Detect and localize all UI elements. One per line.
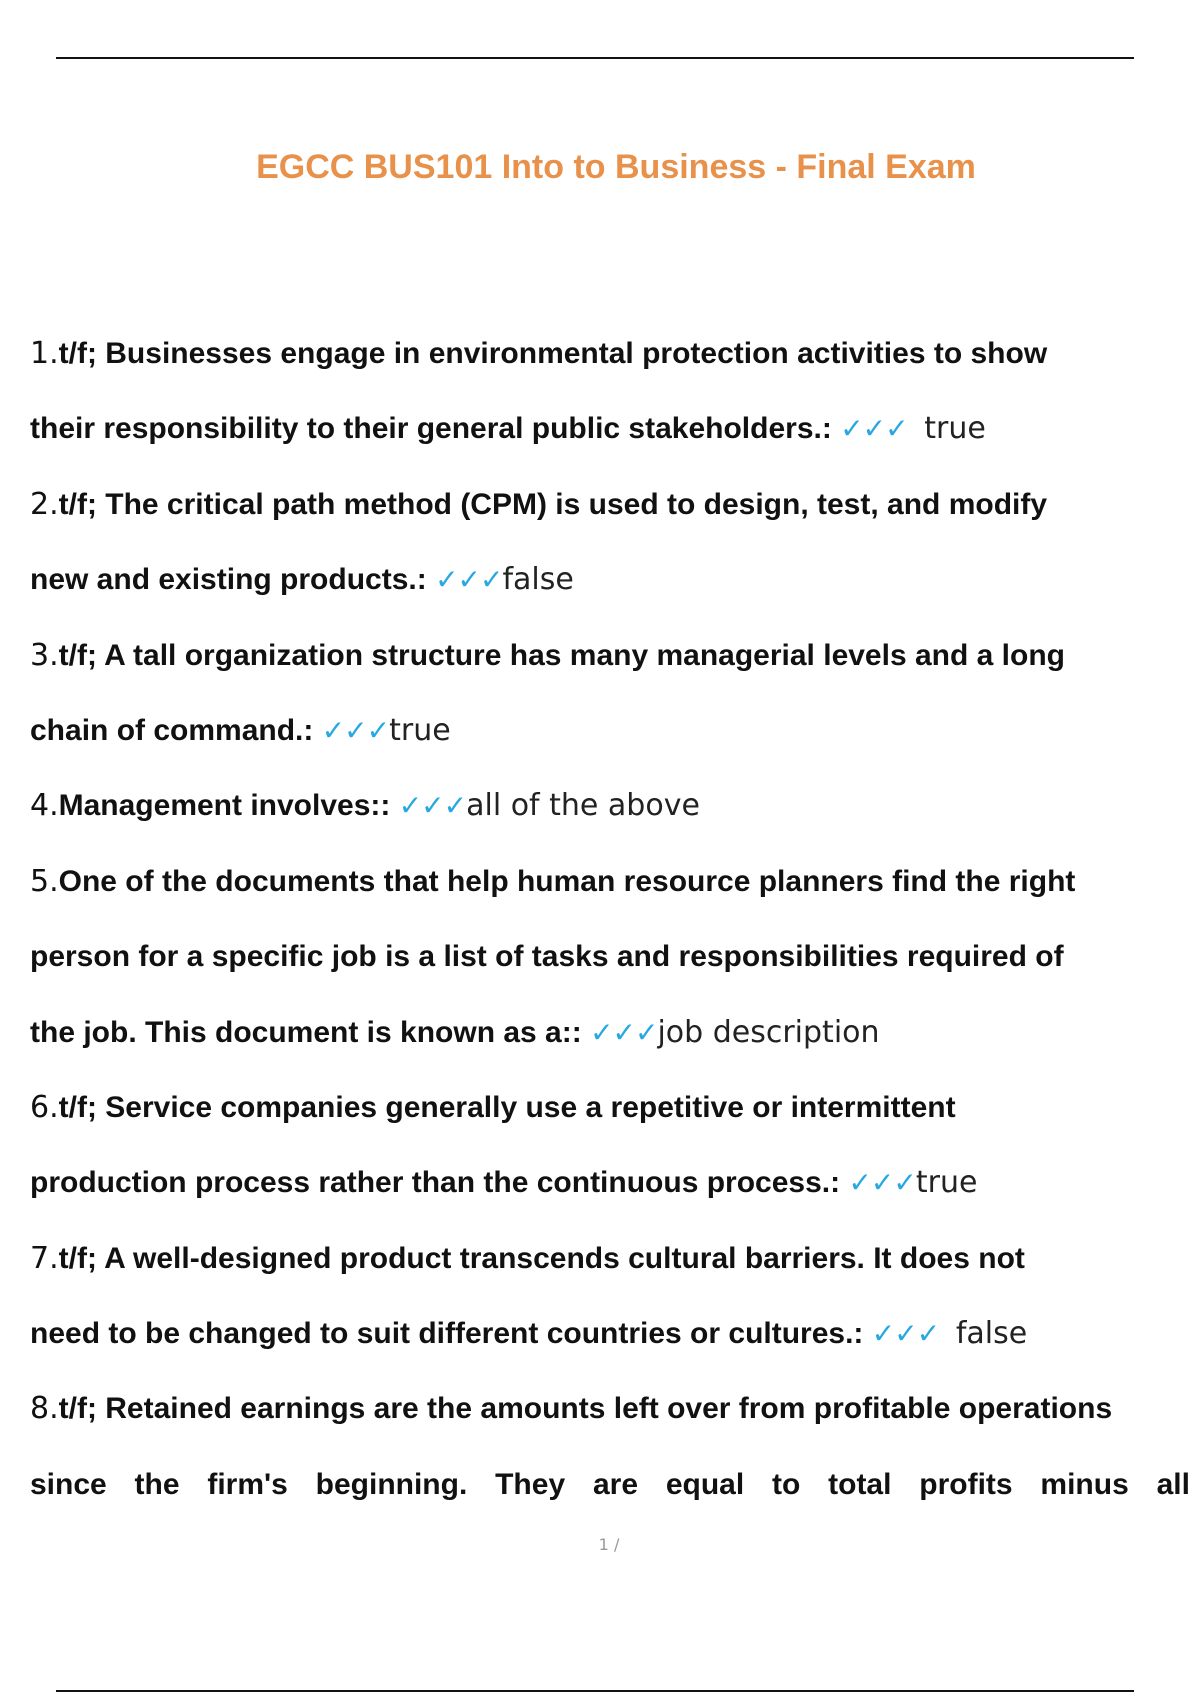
- checkmark-icon: ✓✓✓: [848, 1166, 916, 1200]
- question-text: t/f; Businesses engage in environmental protection activities to show: [58, 337, 1048, 370]
- question-text: chain of command.:: [30, 713, 314, 747]
- question-text: their responsibility to their general public stakeholders.:: [30, 412, 832, 446]
- question-number: 3.: [30, 637, 59, 673]
- answer-text: true: [389, 712, 451, 748]
- question-text: t/f; A tall organization structure has many managerial levels and a long: [58, 638, 1065, 672]
- question-line: [30, 410, 1190, 485]
- checkmark-icon: ✓✓✓: [435, 563, 503, 597]
- answer-text: false: [955, 1316, 1028, 1352]
- word: are: [592, 1467, 638, 1501]
- question-item: [30, 863, 1190, 1089]
- answer-text: false: [502, 562, 574, 598]
- question-text: t/f; The critical path method (CPM) is used to design, test, and modify: [58, 487, 1048, 521]
- checkmark-icon: ✓✓✓: [840, 412, 908, 446]
- answer-text: job description: [657, 1014, 880, 1050]
- question-number: 8.: [30, 1391, 59, 1427]
- question-line: [30, 712, 1190, 787]
- question-item: [30, 486, 1190, 637]
- question-line: [30, 1315, 1190, 1390]
- word: all: [1156, 1467, 1190, 1501]
- word: the: [134, 1467, 180, 1501]
- word: minus: [1040, 1467, 1129, 1501]
- question-line: [30, 486, 1190, 561]
- question-line: [30, 335, 1190, 410]
- question-item: [30, 335, 1190, 486]
- question-list: [30, 335, 1190, 1541]
- word: equal: [665, 1467, 745, 1501]
- question-text: t/f; Service companies generally use a repetitive or intermittent: [58, 1090, 956, 1124]
- question-number: 7.: [30, 1240, 59, 1276]
- word: since: [30, 1467, 107, 1501]
- question-text: new and existing products.:: [30, 563, 427, 597]
- word: to: [771, 1467, 801, 1501]
- question-line: [30, 561, 1190, 636]
- word: profits: [919, 1467, 1013, 1501]
- answer-text: true: [915, 1165, 978, 1201]
- checkmark-icon: ✓✓✓: [590, 1015, 658, 1049]
- question-line: [30, 1164, 1190, 1239]
- question-line: [30, 863, 1190, 938]
- question-text: the job. This document is known as a::: [30, 1015, 582, 1049]
- top-rule: [56, 57, 1134, 59]
- question-number: 6.: [30, 1089, 59, 1125]
- word: firm's: [207, 1467, 288, 1501]
- word: They: [495, 1467, 566, 1501]
- question-line: [30, 938, 1190, 1013]
- question-text: One of the documents that help human resource planners find the right: [58, 864, 1076, 898]
- question-item: [30, 637, 1190, 788]
- question-line: [30, 1390, 1190, 1465]
- question-text: production process rather than the continuous process.:: [30, 1166, 841, 1200]
- question-item: [30, 787, 1190, 862]
- answer-text: all of the above: [466, 788, 700, 824]
- answer-text: true: [924, 411, 986, 447]
- question-text: need to be changed to suit different countries or cultures.:: [30, 1317, 864, 1351]
- question-text: Management involves::: [58, 789, 391, 823]
- question-number: 4.: [30, 788, 59, 824]
- question-line: [30, 1466, 1190, 1541]
- checkmark-icon: ✓✓✓: [398, 789, 467, 823]
- question-line: [30, 787, 1190, 862]
- question-number: 1.: [30, 336, 59, 371]
- page-number: 1 /: [598, 1535, 620, 1554]
- question-item: [30, 1240, 1190, 1391]
- question-line: [30, 1014, 1190, 1089]
- word: total: [828, 1467, 892, 1501]
- document-title: EGCC BUS101 Into to Business - Final Exam: [256, 148, 976, 186]
- question-text: t/f; A well-designed product transcends cultural barriers. It does not: [58, 1241, 1025, 1275]
- question-number: 2.: [30, 486, 59, 522]
- question-text-justified: [30, 1466, 1190, 1504]
- question-item: [30, 1089, 1190, 1240]
- question-number: 5.: [30, 863, 59, 899]
- checkmark-icon: ✓✓✓: [321, 713, 390, 747]
- question-text: person for a specific job is a list of tasks and responsibilities required of: [30, 940, 1064, 974]
- word: beginning.: [315, 1467, 468, 1501]
- bottom-rule: [56, 1690, 1134, 1692]
- question-line: [30, 1240, 1190, 1315]
- question-line: [30, 1089, 1190, 1164]
- checkmark-icon: ✓✓✓: [871, 1317, 940, 1351]
- question-line: [30, 637, 1190, 712]
- question-item: [30, 1390, 1190, 1541]
- question-text: t/f; Retained earnings are the amounts left over from profitable operations: [58, 1392, 1113, 1426]
